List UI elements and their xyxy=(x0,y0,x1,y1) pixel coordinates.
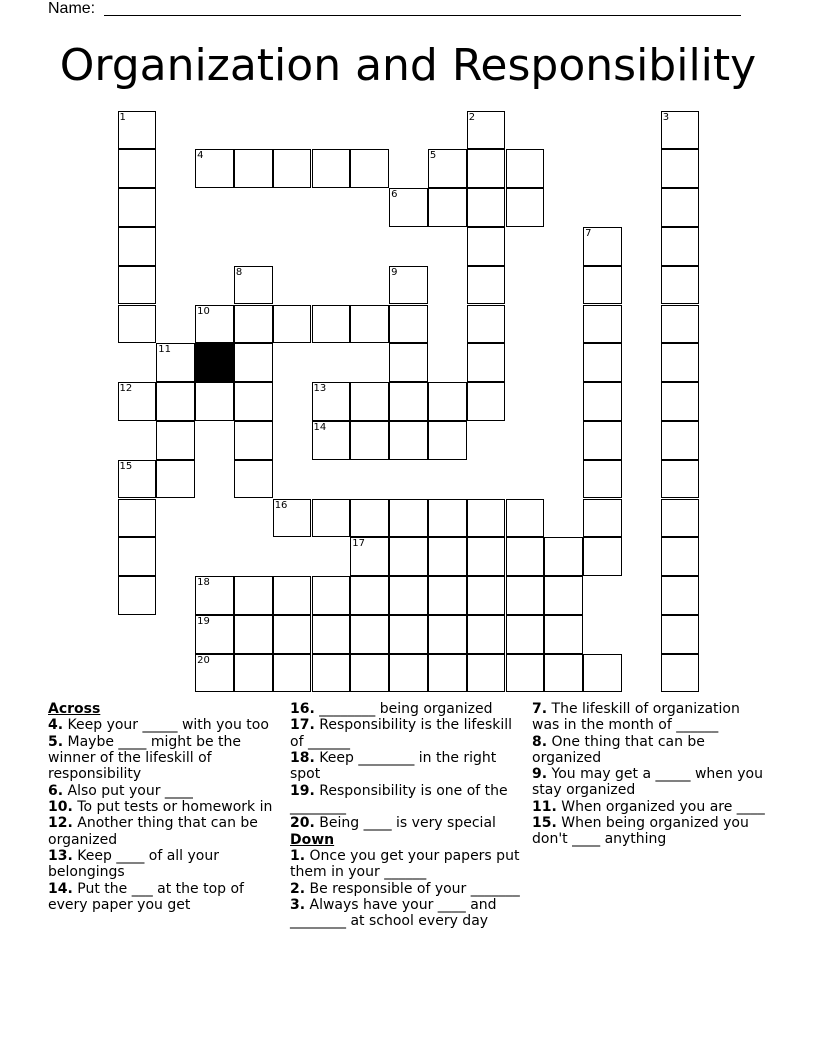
answer-cell[interactable] xyxy=(234,460,273,499)
answer-cell[interactable] xyxy=(506,537,545,576)
clue-number-label: 6. xyxy=(48,782,64,799)
answer-cell[interactable] xyxy=(661,111,700,150)
answer-cell[interactable] xyxy=(234,305,273,344)
answer-cell[interactable] xyxy=(195,382,234,421)
clue-number-label: 9. xyxy=(532,766,548,783)
answer-cell[interactable] xyxy=(544,576,583,615)
clues-column-1 xyxy=(48,701,276,913)
answer-cell[interactable] xyxy=(506,654,545,693)
answer-cell[interactable] xyxy=(583,654,622,693)
answer-cell[interactable] xyxy=(428,149,467,188)
answer-cell[interactable] xyxy=(389,188,428,227)
clue-item xyxy=(48,799,276,815)
clue-number-label: 8. xyxy=(532,733,548,750)
answer-cell[interactable] xyxy=(312,576,351,615)
clue-number-label: 19. xyxy=(290,782,315,799)
answer-cell[interactable] xyxy=(273,654,312,693)
clue-text: Responsibility is the lifeskill of ______ xyxy=(290,717,513,750)
answer-cell[interactable] xyxy=(467,576,506,615)
answer-cell[interactable] xyxy=(544,537,583,576)
answer-cell[interactable] xyxy=(118,188,157,227)
answer-cell[interactable] xyxy=(389,537,428,576)
answer-cell[interactable] xyxy=(467,499,506,538)
clue-text: Put the ___ at the top of every paper you get xyxy=(48,880,244,913)
answer-cell[interactable] xyxy=(195,654,234,693)
answer-cell[interactable] xyxy=(661,615,700,654)
answer-cell[interactable] xyxy=(234,266,273,305)
answer-cell[interactable] xyxy=(389,421,428,460)
clue-text: Once you get your papers put them in your ______ xyxy=(290,847,520,881)
clue-number-label: 4. xyxy=(48,717,64,734)
answer-cell[interactable] xyxy=(661,305,700,344)
answer-cell[interactable] xyxy=(661,460,700,499)
answer-cell[interactable] xyxy=(350,149,389,188)
answer-cell[interactable] xyxy=(467,188,506,227)
clue-item xyxy=(48,848,276,880)
clue-item xyxy=(290,701,522,717)
clue-number-label: 10. xyxy=(48,798,73,815)
clue-item xyxy=(48,881,276,913)
clue-item xyxy=(290,815,522,831)
clue-number-label: 11. xyxy=(532,798,557,815)
clue-number: 4 xyxy=(197,150,204,162)
answer-cell[interactable] xyxy=(467,305,506,344)
answer-cell[interactable] xyxy=(428,654,467,693)
clue-text: Always have your ____ and ________ at school every day xyxy=(290,896,497,930)
clue-number-label: 1. xyxy=(290,847,306,864)
answer-cell[interactable] xyxy=(661,537,700,576)
clue-text: You may get a _____ when you stay organized xyxy=(532,766,763,799)
clue-number: 10 xyxy=(197,305,210,317)
answer-cell[interactable] xyxy=(389,343,428,382)
answer-cell[interactable] xyxy=(661,576,700,615)
clue-text: When being organized you don't ____ anything xyxy=(532,815,749,848)
answer-cell[interactable] xyxy=(234,576,273,615)
answer-cell[interactable] xyxy=(583,343,622,382)
answer-cell[interactable] xyxy=(350,305,389,344)
clue-text: One thing that can be organized xyxy=(532,733,705,766)
clue-number-label: 5. xyxy=(48,733,64,750)
answer-cell[interactable] xyxy=(467,343,506,382)
answer-cell[interactable] xyxy=(583,382,622,421)
clue-number: 12 xyxy=(119,383,133,395)
answer-cell[interactable] xyxy=(118,227,157,266)
clue-number: 13 xyxy=(313,383,327,395)
clue-number: 17 xyxy=(352,538,366,550)
answer-cell[interactable] xyxy=(234,654,273,693)
answer-cell[interactable] xyxy=(428,382,467,421)
answer-cell[interactable] xyxy=(195,615,234,654)
clue-text: Keep ________ in the right spot xyxy=(290,749,497,783)
answer-cell[interactable] xyxy=(506,188,545,227)
answer-cell[interactable] xyxy=(661,654,700,693)
clue-number: 9 xyxy=(391,266,398,278)
answer-cell[interactable] xyxy=(389,266,428,305)
answer-cell[interactable] xyxy=(661,343,700,382)
answer-cell[interactable] xyxy=(467,227,506,266)
answer-cell[interactable] xyxy=(156,343,195,382)
answer-cell[interactable] xyxy=(583,227,622,266)
answer-cell[interactable] xyxy=(195,305,234,344)
clue-text: Maybe ____ might be the winner of the lifeskill of responsibility xyxy=(48,733,242,783)
clue-number-label: 2. xyxy=(290,880,306,897)
clue-text: Responsibility is one of the ________ xyxy=(290,782,508,815)
answer-cell[interactable] xyxy=(583,305,622,344)
clue-number-label: 3. xyxy=(290,896,306,913)
answer-cell[interactable] xyxy=(661,149,700,188)
answer-cell[interactable] xyxy=(118,499,157,538)
clue-text: Also put your ____ xyxy=(67,782,193,799)
answer-cell[interactable] xyxy=(118,266,157,305)
answer-cell[interactable] xyxy=(118,576,157,615)
clue-item xyxy=(532,766,768,798)
answer-cell[interactable] xyxy=(389,305,428,344)
answer-cell[interactable] xyxy=(583,537,622,576)
answer-cell[interactable] xyxy=(506,499,545,538)
answer-cell[interactable] xyxy=(661,421,700,460)
answer-cell[interactable] xyxy=(467,266,506,305)
clue-text: Be responsible of your _______ xyxy=(309,880,520,897)
answer-cell[interactable] xyxy=(428,615,467,654)
clue-text: Keep your _____ with you too xyxy=(67,717,269,734)
answer-cell[interactable] xyxy=(350,615,389,654)
clue-item xyxy=(532,799,768,815)
clue-text: ________ being organized xyxy=(319,701,493,717)
answer-cell[interactable] xyxy=(428,537,467,576)
clue-item xyxy=(290,881,522,897)
answer-cell[interactable] xyxy=(273,576,312,615)
answer-cell[interactable] xyxy=(312,149,351,188)
answer-cell[interactable] xyxy=(312,499,351,538)
answer-cell[interactable] xyxy=(389,615,428,654)
answer-cell[interactable] xyxy=(312,421,351,460)
answer-cell[interactable] xyxy=(312,305,351,344)
answer-cell[interactable] xyxy=(467,654,506,693)
answer-cell[interactable] xyxy=(350,654,389,693)
answer-cell[interactable] xyxy=(428,421,467,460)
answer-cell[interactable] xyxy=(428,499,467,538)
answer-cell[interactable] xyxy=(389,499,428,538)
answer-cell[interactable] xyxy=(234,149,273,188)
clue-number: 8 xyxy=(235,266,243,278)
answer-cell[interactable] xyxy=(544,654,583,693)
answer-cell[interactable] xyxy=(389,576,428,615)
clue-item xyxy=(290,717,522,749)
name-label: Name: xyxy=(48,0,96,17)
answer-cell[interactable] xyxy=(661,227,700,266)
clue-number-label: 20. xyxy=(290,815,315,832)
clue-number-label: 14. xyxy=(48,880,73,897)
answer-cell[interactable] xyxy=(661,188,700,227)
clue-number-label: 7. xyxy=(532,701,548,717)
clue-number: 3 xyxy=(662,111,670,123)
clue-number: 6 xyxy=(391,189,398,201)
answer-cell[interactable] xyxy=(661,382,700,421)
clue-number-label: 17. xyxy=(290,717,315,734)
clue-item xyxy=(532,734,768,766)
clues-column-3 xyxy=(532,701,768,848)
clue-number: 20 xyxy=(197,654,210,666)
answer-cell[interactable] xyxy=(156,382,195,421)
answer-cell[interactable] xyxy=(273,499,312,538)
clues-column-2 xyxy=(290,701,522,930)
clue-text: The lifeskill of organization was in the month of ______ xyxy=(532,701,740,734)
clue-item xyxy=(532,815,768,847)
clue-text: When organized you are ____ xyxy=(561,798,765,815)
answer-cell[interactable] xyxy=(234,382,273,421)
clue-number: 2 xyxy=(468,111,476,123)
answer-cell[interactable] xyxy=(312,382,351,421)
answer-cell[interactable] xyxy=(156,421,195,460)
answer-cell[interactable] xyxy=(195,149,234,188)
clue-item xyxy=(290,897,522,929)
answer-cell[interactable] xyxy=(234,421,273,460)
answer-cell[interactable] xyxy=(350,421,389,460)
clue-number-label: 16. xyxy=(290,701,315,717)
clue-number-label: 18. xyxy=(290,749,315,766)
clue-text: Keep ____ of all your belongings xyxy=(48,847,219,881)
clue-item xyxy=(48,734,276,783)
clue-text: Another thing that can be organized xyxy=(48,815,258,848)
clue-number: 19 xyxy=(197,615,210,627)
answer-cell[interactable] xyxy=(350,537,389,576)
answer-cell[interactable] xyxy=(583,499,622,538)
answer-cell[interactable] xyxy=(467,149,506,188)
clue-text: To put tests or homework in xyxy=(77,798,273,815)
answer-cell[interactable] xyxy=(118,460,157,499)
clue-number-label: 13. xyxy=(48,847,73,864)
answer-cell[interactable] xyxy=(467,111,506,150)
clue-item xyxy=(48,717,276,733)
answer-cell[interactable] xyxy=(583,460,622,499)
clue-number: 1 xyxy=(119,111,126,123)
clue-item xyxy=(532,701,768,733)
clue-number-label: 15. xyxy=(532,815,557,832)
answer-cell[interactable] xyxy=(506,576,545,615)
answer-cell[interactable] xyxy=(312,615,351,654)
answer-cell[interactable] xyxy=(506,149,545,188)
clue-section-heading: Down xyxy=(290,831,335,848)
clue-item xyxy=(290,783,522,815)
answer-cell[interactable] xyxy=(583,266,622,305)
clue-number: 11 xyxy=(158,344,172,356)
answer-cell[interactable] xyxy=(428,576,467,615)
answer-cell[interactable] xyxy=(467,537,506,576)
answer-cell[interactable] xyxy=(544,615,583,654)
answer-cell[interactable] xyxy=(312,654,351,693)
answer-cell[interactable] xyxy=(661,499,700,538)
answer-cell[interactable] xyxy=(350,382,389,421)
answer-cell[interactable] xyxy=(389,382,428,421)
answer-cell[interactable] xyxy=(467,615,506,654)
answer-cell[interactable] xyxy=(350,576,389,615)
answer-cell[interactable] xyxy=(428,188,467,227)
clue-item xyxy=(48,815,276,847)
page-title: Organization and Responsibility xyxy=(59,40,757,91)
clue-number: 16 xyxy=(274,499,288,511)
answer-cell[interactable] xyxy=(118,382,157,421)
answer-cell[interactable] xyxy=(506,615,545,654)
answer-cell[interactable] xyxy=(156,460,195,499)
answer-cell[interactable] xyxy=(195,576,234,615)
clue-number: 7 xyxy=(585,227,592,239)
clue-number: 18 xyxy=(197,577,210,589)
answer-cell[interactable] xyxy=(389,654,428,693)
answer-cell[interactable] xyxy=(273,149,312,188)
answer-cell[interactable] xyxy=(118,537,157,576)
answer-cell[interactable] xyxy=(273,305,312,344)
answer-cell[interactable] xyxy=(234,615,273,654)
answer-cell[interactable] xyxy=(467,382,506,421)
clue-number: 14 xyxy=(313,421,327,433)
answer-cell[interactable] xyxy=(583,421,622,460)
clue-number-label: 12. xyxy=(48,815,73,832)
clue-section-heading: Across xyxy=(48,701,101,717)
clue-number: 5 xyxy=(429,150,437,162)
clue-item xyxy=(290,750,522,782)
answer-cell[interactable] xyxy=(661,266,700,305)
black-square xyxy=(195,343,234,382)
answer-cell[interactable] xyxy=(234,343,273,382)
clue-item xyxy=(290,848,522,880)
answer-cell[interactable] xyxy=(118,305,157,344)
answer-cell[interactable] xyxy=(118,111,157,150)
answer-cell[interactable] xyxy=(273,615,312,654)
clue-item xyxy=(48,783,276,799)
answer-cell[interactable] xyxy=(350,499,389,538)
answer-cell[interactable] xyxy=(118,149,157,188)
clue-text: Being ____ is very special xyxy=(319,815,496,832)
clue-number: 15 xyxy=(119,460,133,472)
